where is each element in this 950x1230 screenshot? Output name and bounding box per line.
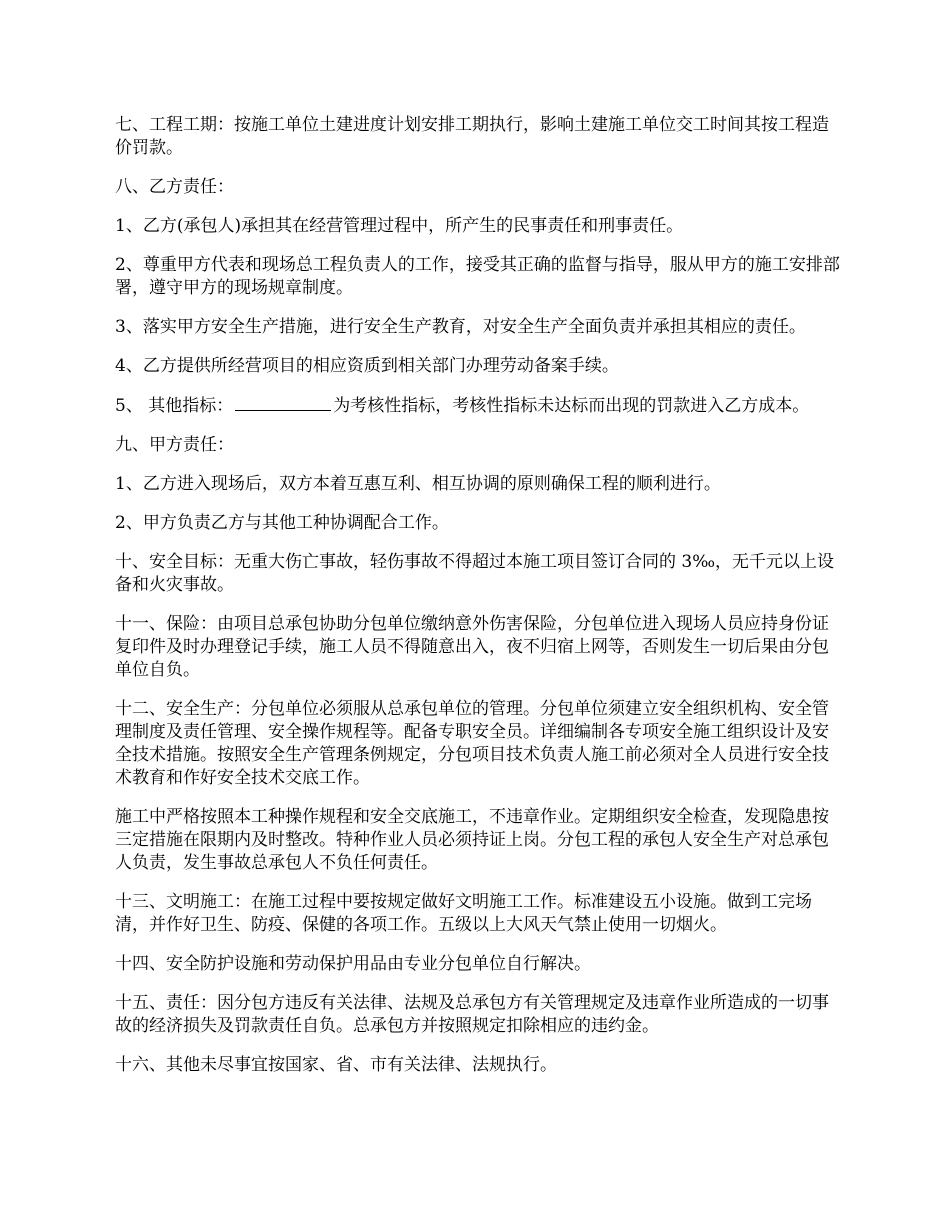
other-indicator-prefix: 5、 其他指标： [115,396,234,416]
clause-11-insurance: 十一、保险：由项目总承包协助分包单位缴纳意外伤害保险，分包单位进入现场人员应持身份证复印件及时办理登记手续，施工人员不得随意出入，夜不归宿上网等，否则发生一切后果由分包单位自负。 [115,614,829,680]
clause-8-item-4: 4、乙方提供所经营项目的相应资质到相关部门办理劳动备案手续。 [115,356,619,376]
clause-10-safety-target: 十、安全目标：无重大伤亡事故，轻伤事故不得超过本施工项目签订合同的 3‰，无千元以上设备和火灾事故。 [115,552,835,595]
clause-8-item-1: 1、乙方(承包人)承担其在经营管理过程中，所产生的民事责任和刑事责任。 [115,216,684,236]
clause-8-heading: 八、乙方责任： [115,177,234,197]
clause-8-item-2: 2、尊重甲方代表和现场总工程负责人的工作，接受其正确的监督与指导，服从甲方的施工安排部署，遵守甲方的现场规章制度。 [115,255,840,298]
clause-14-protection: 十四、安全防护设施和劳动保护用品由专业分包单位自行解决。 [115,954,591,974]
clause-7-schedule: 七、工程工期：按施工单位土建进度计划安排工期执行，影响土建施工单位交工时间其按工程造价罚款。 [115,115,829,158]
clause-9-heading: 九、甲方责任： [115,435,234,455]
clause-9-item-2: 2、甲方负责乙方与其他工种协调配合工作。 [115,513,449,533]
clause-12-continued: 施工中严格按照本工种操作规程和安全交底施工，不违章作业。定期组织安全检查，发现隐患按三定措施在限期内及时整改。特种作业人员必须持证上岗。分包工程的承包人安全生产对总承包人负责，发生事故总承包人不负任何责任。 [115,807,829,873]
clause-13-civilized-construction: 十三、文明施工：在施工过程中要按规定做好文明施工工作。标准建设五小设施。做到工完场清，并作好卫生、防疫、保健的各项工作。五级以上大风天气禁止使用一切烟火。 [115,892,812,935]
other-indicator-suffix: 为考核性指标，考核性指标未达标而出现的罚款进入乙方成本。 [333,396,810,416]
clause-9-item-1: 1、乙方进入现场后，双方本着互惠互利、相互协调的原则确保工程的顺利进行。 [115,474,721,494]
fill-in-blank [235,394,331,411]
document-body [115,114,845,1093]
clause-16-other: 十六、其他未尽事宜按国家、省、市有关法律、法规执行。 [115,1055,557,1075]
clause-15-responsibility: 十五、责任：因分包方违反有关法律、法规及总承包方有关管理规定及违章作业所造成的一切事故的经济损失及罚款责任自负。总承包方并按照规定扣除相应的违约金。 [115,993,829,1036]
clause-8-item-5 [115,394,845,418]
clause-8-item-3: 3、落实甲方安全生产措施，进行安全生产教育，对安全生产全面负责并承担其相应的责任。 [115,317,806,337]
clause-12-safe-production: 十二、安全生产：分包单位必须服从总承包单位的管理。分包单位须建立安全组织机构、安全管理制度及责任管理、安全操作规程等。配备专职安全员。详细编制各专项安全施工组织设计及安全技术措施。按照安全生产管理条例规定，分包项目技术负责人施工前必须对全人员进行安全技术教育和作好安全技术交底工作。 [115,699,829,788]
